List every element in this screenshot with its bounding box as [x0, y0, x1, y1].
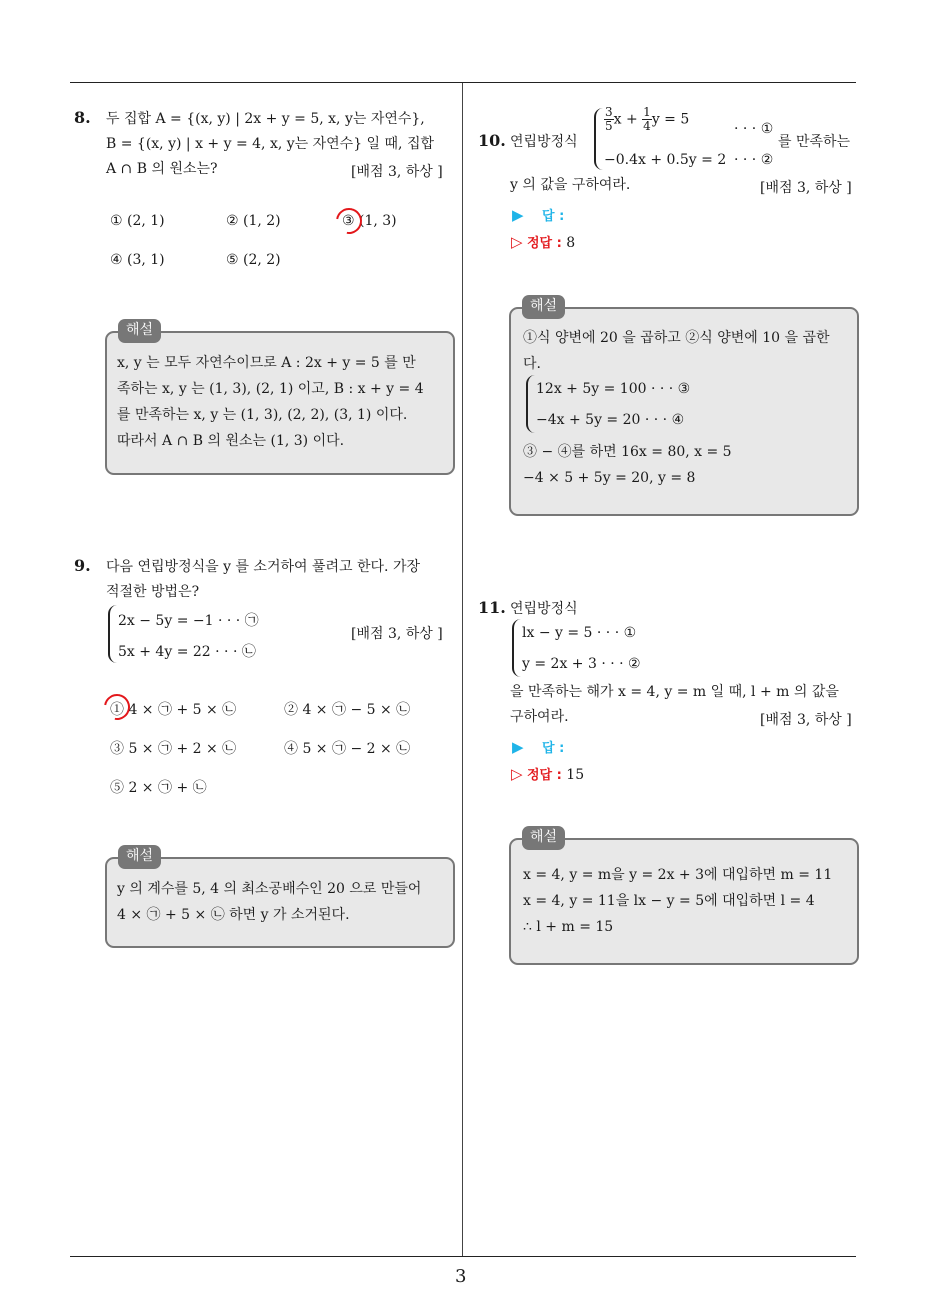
q11-system-brace: [512, 619, 522, 677]
column-divider: [462, 83, 463, 1257]
q10-correct-value: 8: [566, 235, 576, 251]
q8-choice-5[interactable]: ⑤ (2, 2): [226, 252, 281, 268]
q10-line2: y 의 값을 구하여라.: [510, 177, 631, 193]
q11-line3: 구하여라.: [510, 709, 569, 725]
q11-solution-tab: 해설: [522, 826, 565, 850]
q10-tail: 를 만족하는: [778, 134, 851, 150]
q11-score: [배점 3, 하상 ]: [760, 712, 852, 728]
q9-choice-5[interactable]: ⑤ 2 × ㉠ + ㉡: [110, 780, 207, 796]
q9-line1: 다음 연립방정식을 y 를 소거하여 풀려고 한다. 가장: [106, 559, 420, 575]
q9-sol-line2: 4 × ㉠ + 5 × ㉡ 하면 y 가 소거된다.: [117, 907, 350, 923]
q8-sol-line2: 족하는 x, y 는 (1, 3), (2, 1) 이고, B : x + y = 4: [117, 381, 424, 397]
q8-choice-3[interactable]: ③ (1, 3): [342, 213, 397, 229]
outline-triangle-icon: ▷: [511, 765, 523, 783]
q10-eq1: [604, 106, 689, 133]
q11-sol-line2: x = 4, y = 11을 lx − y = 5에 대입하면 l = 4: [523, 893, 815, 909]
q11-eq2: y = 2x + 3 · · · ②: [522, 656, 641, 672]
q10-frac1-den: 5: [605, 119, 613, 133]
q8-line3: A ∩ B 의 원소는?: [106, 161, 218, 177]
q8-score: [배점 3, 하상 ]: [351, 164, 443, 180]
q9-eq1: 2x − 5y = −1 · · · ㉠: [118, 613, 259, 629]
q11-sol-line1: x = 4, y = m을 y = 2x + 3에 대입하면 m = 11: [523, 867, 833, 883]
q10-correct-row: [511, 232, 575, 251]
q8-sol-line1: x, y 는 모두 자연수이므로 A : 2x + y = 5 를 만: [117, 355, 416, 371]
q10-eq1-frac2: [642, 106, 652, 133]
q10-lead: 연립방정식: [510, 134, 578, 150]
q10-system-brace: [594, 108, 604, 170]
q10-answer-label: 답 :: [542, 209, 565, 224]
q10-frac2-den: 4: [643, 119, 651, 133]
q8-choice-4[interactable]: ④ (3, 1): [110, 252, 165, 268]
q9-selected-mark-icon: [99, 689, 135, 725]
q8-solution-tab: 해설: [118, 319, 161, 343]
q10-eq1-mid: x +: [613, 111, 638, 128]
play-triangle-icon: ▶: [512, 738, 524, 756]
q9-system-brace: [108, 605, 118, 663]
q11-eq1: lx − y = 5 · · · ①: [522, 625, 637, 641]
q11-answer-label: 답 :: [542, 741, 565, 756]
q10-eq1-end: y = 5: [651, 111, 690, 128]
q10-frac1-num: 3: [605, 105, 613, 119]
q10-number: 10.: [478, 131, 506, 150]
q9-solution-tab: 해설: [118, 845, 161, 869]
q9-eq2: 5x + 4y = 22 · · · ㉡: [118, 644, 256, 660]
q11-correct-label: 정답 :: [527, 768, 562, 783]
q10-eq1-frac1: [604, 106, 614, 133]
q8-choice-2[interactable]: ② (1, 2): [226, 213, 281, 229]
q10-eq2-tag: · · · ②: [734, 152, 774, 168]
q11-correct-row: [511, 764, 584, 783]
q11-line2: 을 만족하는 해가 x = 4, y = m 일 때, l + m 의 값을: [510, 684, 839, 700]
q10-sol-eq3: 12x + 5y = 100 · · · ③: [536, 381, 691, 397]
bottom-rule: [70, 1256, 856, 1257]
q11-sol-line3: ∴ l + m = 15: [523, 919, 614, 935]
q9-score: [배점 3, 하상 ]: [351, 626, 443, 642]
q9-choice-3[interactable]: ③ 5 × ㉠ + 2 × ㉡: [110, 741, 237, 757]
q11-correct-value: 15: [566, 767, 585, 783]
q11-lead: 연립방정식: [510, 601, 578, 617]
q10-sol-line4: −4 × 5 + 5y = 20, y = 8: [523, 470, 696, 486]
q8-sol-line4: 따라서 A ∩ B 의 원소는 (1, 3) 이다.: [117, 433, 345, 449]
outline-triangle-icon: ▷: [511, 233, 523, 251]
page-number: 3: [455, 1266, 467, 1287]
q10-answer-row[interactable]: [512, 205, 564, 224]
q10-correct-label: 정답 :: [527, 236, 562, 251]
q8-sol-line3: 를 만족하는 x, y 는 (1, 3), (2, 2), (3, 1) 이다.: [117, 407, 408, 423]
q9-number: 9.: [74, 556, 91, 575]
q8-selected-mark-icon: [331, 203, 367, 239]
q9-sol-line1: y 의 계수를 5, 4 의 최소공배수인 20 으로 만들어: [117, 881, 422, 897]
q10-sol-line1: ①식 양변에 20 을 곱하고 ②식 양변에 10 을 곱한: [523, 330, 830, 346]
q8-number: 8.: [74, 108, 91, 127]
q8-choice-1[interactable]: ① (2, 1): [110, 213, 165, 229]
q11-number: 11.: [478, 598, 506, 617]
q10-sol-system-brace: [526, 375, 536, 433]
q8-line1: 두 집합 A = {(x, y) | 2x + y = 5, x, y는 자연수},: [106, 111, 425, 127]
q9-choice-4[interactable]: ④ 5 × ㉠ − 2 × ㉡: [284, 741, 411, 757]
play-triangle-icon: ▶: [512, 206, 524, 224]
q10-eq1-tag: · · · ①: [734, 121, 774, 137]
q10-sol-eq4: −4x + 5y = 20 · · · ④: [536, 412, 685, 428]
q10-solution-tab: 해설: [522, 295, 565, 319]
q9-choice-1[interactable]: ① 4 × ㉠ + 5 × ㉡: [110, 702, 237, 718]
q10-frac2-num: 1: [643, 105, 651, 119]
q11-answer-row[interactable]: [512, 737, 564, 756]
q10-sol-line3: ③ − ④를 하면 16x = 80, x = 5: [523, 444, 732, 460]
q8-line2: B = {(x, y) | x + y = 4, x, y는 자연수} 일 때, 집합: [106, 136, 435, 152]
q10-sol-line2: 다.: [523, 356, 541, 372]
q10-score: [배점 3, 하상 ]: [760, 180, 852, 196]
q9-line2: 적절한 방법은?: [106, 584, 200, 600]
q9-choice-2[interactable]: ② 4 × ㉠ − 5 × ㉡: [284, 702, 411, 718]
q10-eq2: −0.4x + 0.5y = 2: [604, 152, 727, 168]
top-rule: [70, 82, 856, 83]
